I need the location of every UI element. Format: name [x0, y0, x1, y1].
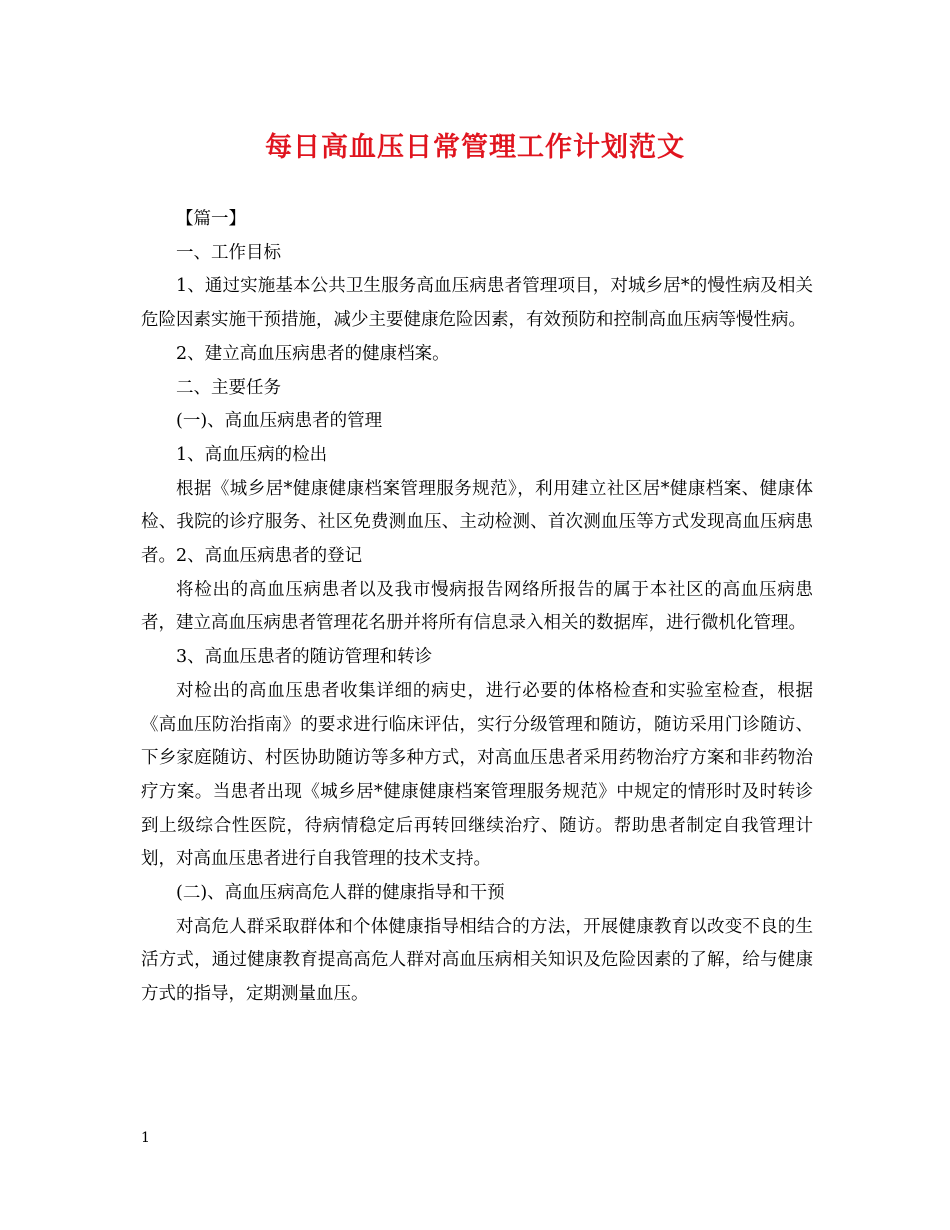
document-body [141, 203, 813, 1012]
subheading-detection: 1、高血压病的检出 [176, 444, 328, 465]
paragraph-goal-2: 2、建立高血压病患者的健康档案。 [176, 343, 450, 364]
paragraph-registration: 将检出的高血压病患者以及我市慢病报告网络所报告的属于本社区的高血压病患者，建立高血压病患者管理花名册并将所有信息录入相关的数据库，进行微机化管理。 [141, 579, 813, 634]
paragraph-follow-up: 对检出的高血压患者收集详细的病史，进行必要的体格检查和实验室检查，根据《高血压防治指南》的要求进行临床评估，实行分级管理和随访，随访采用门诊随访、下乡家庭随访、村医协助随访等多种方式，对高血压患者采用药物治疗方案和非药物治疗方案。当患者出现《城乡居*健康健康档案管理服务规范》中规定的情形时及时转诊到上级综合性医院，待病情稳定后再转回继续治疗、随访。帮助患者制定自我管理计划，对高血压患者进行自我管理的技术支持。 [141, 680, 813, 870]
section-heading-part-one: 【篇一】 [176, 209, 246, 229]
paragraph-detection: 根据《城乡居*健康健康档案管理服务规范》，利用建立社区居*健康档案、健康体检、我院的诊疗服务、社区免费测血压、主动检测、首次测血压等方式发现高血压病患者。2、高血压病患者的登记 [141, 478, 813, 567]
paragraph-high-risk-guidance: 对高危人群采取群体和个体健康指导相结合的方法，开展健康教育以改变不良的生活方式，通过健康教育提高高危人群对高血压病相关知识及危险因素的了解，给与健康方式的指导，定期测量血压。 [141, 916, 813, 1005]
page-number: 1 [141, 1130, 150, 1146]
heading-main-tasks: 二、主要任务 [176, 377, 281, 398]
heading-work-goals: 一、工作目标 [176, 242, 281, 263]
subheading-follow-up: 3、高血压患者的随访管理和转诊 [176, 647, 433, 668]
subheading-patient-management: (一)、高血压病患者的管理 [176, 411, 383, 432]
document-title: 每日高血压日常管理工作计划范文 [265, 132, 685, 163]
subheading-high-risk-guidance: (二)、高血压病高危人群的健康指导和干预 [176, 883, 505, 904]
paragraph-goal-1: 1、通过实施基本公共卫生服务高血压病患者管理项目，对城乡居*的慢性病及相关危险因素实施干预措施，减少主要健康危险因素，有效预防和控制高血压病等慢性病。 [141, 276, 813, 331]
